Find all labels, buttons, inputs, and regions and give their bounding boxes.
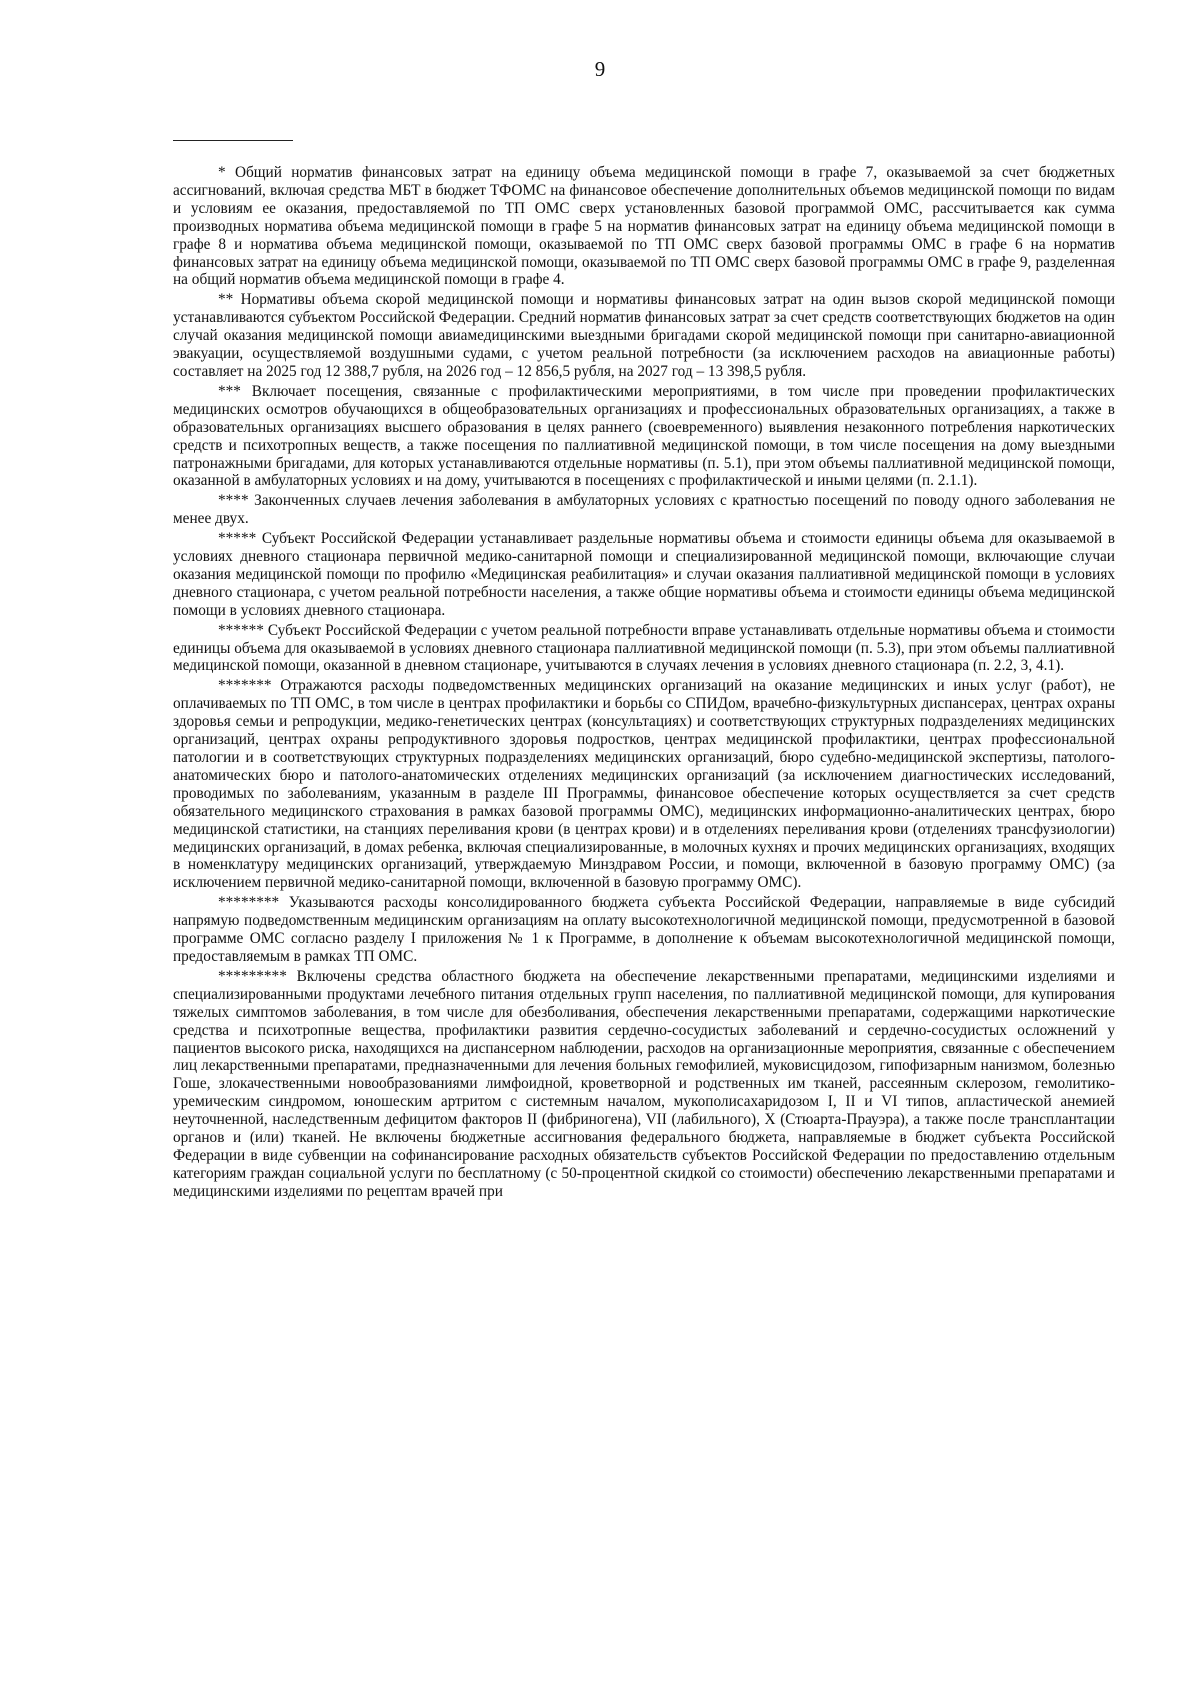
footnote-marker: ***: [218, 382, 241, 400]
footnote-text: Общий норматив финансовых затрат на единицу объема медицинской помощи в графе 7, оказываемой за счет бюджетных ассигнований, включая средства МБТ в бюджет ТФОМС на финансовое обеспечение дополнительных объемов медицинской помощи по видам и условиям ее оказания, предоставляемой по ТП ОМС сверх установленных базовой программой ОМС, рассчитывается как сумма производных норматива объема медицинской помощи в графе 5 на норматив финансовых затрат на единицу объема медицинской помощи в графе 8 и норматива объема медицинской помощи, оказываемой по ТП ОМС сверх базовой программы ОМС в графе 6 на норматив финансовых затрат на единицу объема медицинской помощи, оказываемой по ТП ОМС сверх базовой программы ОМС в графе 9, разделенная на общий норматив объема медицинской помощи в графе 4.: [173, 164, 1116, 289]
footnote-1: [173, 164, 1115, 289]
footnote-3: [173, 383, 1115, 490]
footnote-text: Включены средства областного бюджета на обеспечение лекарственными препаратами, медицинскими изделиями и специализированными продуктами лечебного питания отдельных групп населения, по паллиативной медицинской помощи, для купирования тяжелых симптомов заболевания, в том числе для обезболивания, обеспечения лекарственными препаратами, содержащими наркотические средства и психотропные вещества, профилактики развития сердечно-сосудистых заболеваний и сердечно-сосудистых осложнений у пациентов высокого риска, находящихся на диспансерном наблюдении, расходов на организационные мероприятия, связанные с обеспечением лиц лекарственными препаратами, предназначенными для лечения больных гемофилией, муковисцидозом, гипофизарным нанизмом, болезнью Гоше, злокачественными новообразованиями лимфоидной, кроветворной и родственных им тканей, рассеянным склерозом, гемолитико-уремическим синдромом, юношеским артритом с системным началом, мукополисахаридозом I, II и VI типов, апластической анемией неуточненной, наследственным дефицитом факторов II (фибриногена), VII (лабильного), X (Стюарта-Прауэра), а также после трансплантации органов и (или) тканей. Не включены бюджетные ассигнования федерального бюджета, направляемые в бюджет субъекта Российской Федерации в виде субвенции на софинансирование расходных обязательств субъектов Российской Федерации по предоставлению отдельным категориям граждан социальной услуги по бесплатному (с 50-процентной скидкой со стоимости) обеспечению лекарственными препаратами и медицинскими изделиями по рецептам врачей при: [173, 967, 1115, 1200]
footnotes-section: [173, 164, 1115, 1203]
footnote-marker: *******: [218, 677, 272, 695]
footnote-6: [173, 622, 1115, 676]
footnote-marker: *****: [218, 530, 257, 548]
footnote-2: [173, 291, 1115, 381]
footnote-marker: ******: [218, 621, 264, 639]
footnote-text: Указываются расходы консолидированного бюджета субъекта Российской Федерации, направляемые в виде субсидий напрямую подведомственным медицинским организациям на оплату высокотехнологичной медицинской помощи, предусмотренной в базовой программе ОМС согласно разделу I приложения № 1 к Программе, в дополнение к объемам высокотехнологичной медицинской помощи, предоставляемым в рамках ТП ОМС.: [173, 894, 1116, 965]
footnote-4: [173, 492, 1115, 528]
footnote-7: [173, 677, 1115, 892]
footnote-9: [173, 968, 1115, 1201]
footnote-text: Законченных случаев лечения заболевания в амбулаторных условиях с кратностью посещений по поводу одного заболевания не менее двух.: [173, 492, 1115, 528]
footnote-marker: ****: [218, 492, 249, 510]
footnote-text: Субъект Российской Федерации устанавливает раздельные нормативы объема и стоимости единицы объема для оказываемой в условиях дневного стационара первичной медико-санитарной помощи и специализированной медицинской помощи, включающие случаи оказания медицинской помощи по профилю «Медицинская реабилитация» и случаи оказания паллиативной медицинской помощи в условиях дневного стационара, с учетом реальной потребности населения, а также общие нормативы объема и стоимости единицы объема медицинской помощи в условиях дневного стационара.: [173, 530, 1115, 619]
footnote-text: Субъект Российской Федерации с учетом реальной потребности вправе устанавливать отдельные нормативы объема и стоимости единицы объема для оказываемой в условиях дневного стационара паллиативной медицинской помощи (п. 5.3), при этом объемы паллиативной медицинской помощи, оказанной в дневном стационаре, учитываются в случаях лечения в условиях дневного стационара (п. 2.2, 3, 4.1).: [173, 621, 1115, 675]
footnote-text: Нормативы объема скорой медицинской помощи и нормативы финансовых затрат на один вызов скорой медицинской помощи устанавливаются субъектом Российской Федерации. Средний норматив финансовых затрат за счет средств соответствующих бюджетов на один случай оказания медицинской помощи авиамедицинскими выездными бригадами скорой медицинской помощи при санитарно-авиационной эвакуации, осуществляемой воздушными судами, с учетом реальной потребности (за исключением расходов на авиационные работы) составляет на 2025 год 12 388,7 рубля, на 2026 год – 12 856,5 рубля, на 2027 год – 13 398,5 рубля.: [173, 291, 1116, 380]
footnote-separator-rule: [173, 140, 293, 141]
footnote-text: Отражаются расходы подведомственных медицинских организаций на оказание медицинских и иных услуг (работ), не оплачиваемых по ТП ОМС, в том числе в центрах профилактики и борьбы со СПИДом, врачебно-физкультурных диспансерах, центрах охраны здоровья семьи и репродукции, медико-генетических центрах (консультациях) и соответствующих структурных подразделениях медицинских организаций, центрах охраны репродуктивного здоровья подростков, центрах медицинской профилактики, центрах профессиональной патологии и в соответствующих структурных подразделениях медицинских организаций, бюро судебно-медицинской экспертизы, патолого-анатомических бюро и патолого-анатомических отделениях медицинских организаций (за исключением диагностических исследований, проводимых по заболеваниям, указанным в разделе III Программы, финансовое обеспечение которых осуществляется за счет средств обязательного медицинского страхования в рамках базовой программы ОМС), медицинских информационно-аналитических центрах, бюро медицинской статистики, на станциях переливания крови (в центрах крови) и в отделениях переливания крови (отделениях трансфузиологии) медицинских организаций, в домах ребенка, включая специализированные, в молочных кухнях и прочих медицинских организациях, входящих в номенклатуру медицинских организаций, утверждаемую Минздравом России, и помощи, включенной в базовую программу ОМС) (за исключением первичной медико-санитарной помощи, включенной в базовую программу ОМС).: [173, 677, 1116, 892]
footnote-marker: *********: [218, 967, 287, 985]
footnote-marker: **: [218, 291, 234, 309]
footnote-marker: *: [218, 164, 226, 181]
footnote-5: [173, 530, 1115, 620]
footnote-marker: ********: [218, 894, 280, 912]
footnote-8: [173, 894, 1115, 966]
footnote-text: Включает посещения, связанные с профилактическими мероприятиями, в том числе при проведении профилактических медицинских осмотров обучающихся в общеобразовательных организациях и профессиональных образовательных организациях, а также в образовательных организациях высшего образования в целях раннего (своевременного) выявления незаконного потребления наркотических средств и психотропных веществ, а также посещения по паллиативной медицинской помощи, в том числе посещения на дому выездными патронажными бригадами, для которых устанавливаются отдельные нормативы (п. 5.1), при этом объемы паллиативной медицинской помощи, оказанной в амбулаторных условиях и на дому, учитываются в посещениях с профилактической и иными целями (п. 2.1.1).: [173, 382, 1115, 490]
page-number: 9: [594, 57, 606, 81]
